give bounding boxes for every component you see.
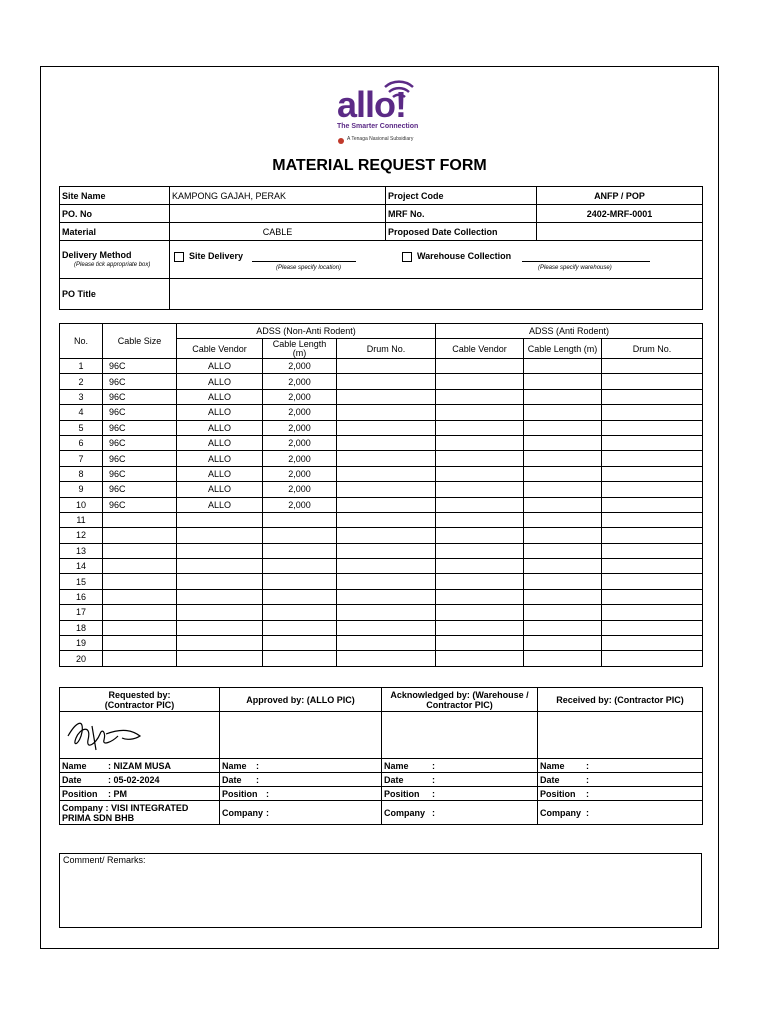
- acknowledged-by-sub: Contractor PIC): [426, 699, 493, 710]
- table-row: [60, 435, 703, 450]
- cable-size-header: Cable Size: [103, 324, 177, 359]
- row-anti-rodent-vendor[interactable]: [436, 574, 524, 589]
- received-by-header: Received by: (Contractor PIC): [538, 688, 703, 712]
- requester-company-cell[interactable]: [60, 801, 220, 825]
- row-drum-no[interactable]: [337, 359, 436, 374]
- row-cable-vendor[interactable]: ALLO: [177, 435, 263, 450]
- row-anti-rodent-vendor[interactable]: [436, 559, 524, 574]
- row-anti-rodent-vendor[interactable]: [436, 482, 524, 497]
- row-anti-rodent-drum-no[interactable]: [602, 359, 703, 374]
- row-anti-rodent-length[interactable]: [524, 466, 602, 481]
- row-cable-size[interactable]: 96C: [103, 497, 177, 512]
- row-anti-rodent-length[interactable]: [524, 512, 602, 527]
- row-anti-rodent-vendor[interactable]: [436, 420, 524, 435]
- warehouse-collection-option[interactable]: [402, 251, 650, 262]
- table-row: [60, 451, 703, 466]
- acknowledger-signature[interactable]: [382, 712, 538, 759]
- row-cable-vendor[interactable]: [177, 512, 263, 527]
- warehouse-collection-checkbox[interactable]: [402, 252, 412, 262]
- row-anti-rodent-vendor[interactable]: [436, 636, 524, 651]
- po-title-row: [60, 279, 703, 310]
- receiver-date-cell[interactable]: Date :: [538, 773, 703, 787]
- signature-header-row: [60, 688, 703, 712]
- row-anti-rodent-vendor[interactable]: [436, 466, 524, 481]
- row-cable-size[interactable]: [103, 543, 177, 558]
- row-anti-rodent-vendor[interactable]: [436, 451, 524, 466]
- remarks-box[interactable]: [59, 853, 702, 928]
- row-no: 13: [60, 543, 103, 558]
- row-anti-rodent-length[interactable]: [524, 543, 602, 558]
- row-anti-rodent-drum-no[interactable]: [602, 374, 703, 389]
- row-no: 17: [60, 605, 103, 620]
- site-delivery-option[interactable]: [174, 251, 356, 262]
- requester-name[interactable]: : NIZAM MUSA: [108, 760, 171, 771]
- row-drum-no[interactable]: [337, 574, 436, 589]
- row-anti-rodent-length[interactable]: [524, 559, 602, 574]
- proposed-date-label: Proposed Date Collection: [386, 223, 537, 241]
- table-row: [60, 512, 703, 527]
- position-label: Position: [384, 788, 420, 799]
- row-drum-no[interactable]: [337, 497, 436, 512]
- row-cable-length[interactable]: [263, 620, 337, 635]
- row-drum-no[interactable]: [337, 389, 436, 404]
- table-row: [60, 589, 703, 604]
- site-delivery-note: (Please specify location): [276, 265, 342, 271]
- table-row: [60, 374, 703, 389]
- requester-company-line1: Company : VISI INTEGRATED: [62, 802, 189, 813]
- position-label: Position: [222, 788, 258, 799]
- row-anti-rodent-drum-no[interactable]: [602, 497, 703, 512]
- row-anti-rodent-drum-no[interactable]: [602, 605, 703, 620]
- name-label: Name: [384, 760, 409, 771]
- approved-by-header: Approved by: (ALLO PIC): [220, 688, 382, 712]
- row-cable-vendor[interactable]: ALLO: [177, 359, 263, 374]
- row-cable-length[interactable]: [263, 589, 337, 604]
- row-anti-rodent-vendor[interactable]: [436, 497, 524, 512]
- row-no: 7: [60, 451, 103, 466]
- position-row: [60, 787, 703, 801]
- receiver-position-cell[interactable]: Position :: [538, 787, 703, 801]
- row-anti-rodent-drum-no[interactable]: [602, 405, 703, 420]
- row-anti-rodent-length[interactable]: [524, 651, 602, 666]
- delivery-method-label: Delivery Method: [62, 249, 132, 260]
- row-anti-rodent-length[interactable]: [524, 389, 602, 404]
- material-label: Material: [60, 223, 170, 241]
- date-label: Date: [222, 774, 242, 785]
- table-row: [60, 605, 703, 620]
- row-cable-vendor[interactable]: ALLO: [177, 405, 263, 420]
- row-anti-rodent-length[interactable]: [524, 420, 602, 435]
- row-no: 15: [60, 574, 103, 589]
- row-cable-size[interactable]: 96C: [103, 482, 177, 497]
- position-label: Position: [62, 788, 98, 799]
- row-no: 19: [60, 636, 103, 651]
- approver-position-cell[interactable]: Position :: [220, 787, 382, 801]
- table-row: [60, 482, 703, 497]
- row-anti-rodent-drum-no[interactable]: [602, 420, 703, 435]
- po-title-label: PO Title: [60, 279, 170, 310]
- row-cable-size[interactable]: 96C: [103, 420, 177, 435]
- date-row: [60, 773, 703, 787]
- row-no: 1: [60, 359, 103, 374]
- drum-no-header: Drum No.: [602, 339, 703, 359]
- row-anti-rodent-vendor[interactable]: [436, 512, 524, 527]
- row-cable-length[interactable]: 2,000: [263, 482, 337, 497]
- header-row: [60, 223, 703, 241]
- header-row: [60, 187, 703, 205]
- row-anti-rodent-vendor[interactable]: [436, 435, 524, 450]
- row-drum-no[interactable]: [337, 512, 436, 527]
- row-anti-rodent-drum-no[interactable]: [602, 589, 703, 604]
- allo-logo: [337, 75, 425, 147]
- row-anti-rodent-drum-no[interactable]: [602, 435, 703, 450]
- row-cable-vendor[interactable]: ALLO: [177, 451, 263, 466]
- table-row: [60, 620, 703, 635]
- row-no: 14: [60, 559, 103, 574]
- row-anti-rodent-drum-no[interactable]: [602, 559, 703, 574]
- row-cable-size[interactable]: [103, 559, 177, 574]
- cable-vendor-header: Cable Vendor: [436, 339, 524, 359]
- company-label: Company: [540, 807, 582, 818]
- table-row: [60, 405, 703, 420]
- material-value[interactable]: CABLE: [170, 223, 386, 241]
- requested-by-label: Requested by:: [108, 689, 171, 700]
- row-anti-rodent-drum-no[interactable]: [602, 528, 703, 543]
- row-anti-rodent-vendor[interactable]: [436, 374, 524, 389]
- row-anti-rodent-length[interactable]: [524, 374, 602, 389]
- row-drum-no[interactable]: [337, 559, 436, 574]
- signature-area-row: [60, 712, 703, 759]
- row-cable-vendor[interactable]: [177, 651, 263, 666]
- row-anti-rodent-drum-no[interactable]: [602, 543, 703, 558]
- row-drum-no[interactable]: [337, 435, 436, 450]
- row-no: 5: [60, 420, 103, 435]
- row-anti-rodent-length[interactable]: [524, 405, 602, 420]
- row-cable-length[interactable]: 2,000: [263, 435, 337, 450]
- cable-length-header: Cable Length (m): [263, 339, 337, 359]
- row-anti-rodent-drum-no[interactable]: [602, 620, 703, 635]
- row-cable-vendor[interactable]: [177, 636, 263, 651]
- requested-by-sub: (Contractor PIC): [104, 699, 175, 710]
- signature-table: [59, 687, 703, 825]
- row-anti-rodent-length[interactable]: [524, 605, 602, 620]
- row-cable-size[interactable]: 96C: [103, 389, 177, 404]
- row-anti-rodent-vendor[interactable]: [436, 389, 524, 404]
- table-row: [60, 389, 703, 404]
- form-page: [40, 66, 719, 949]
- row-anti-rodent-drum-no[interactable]: [602, 512, 703, 527]
- approver-company-cell[interactable]: Company :: [220, 801, 382, 825]
- non-anti-rodent-header: ADSS (Non-Anti Rodent): [177, 324, 436, 339]
- row-cable-vendor[interactable]: [177, 589, 263, 604]
- row-anti-rodent-vendor[interactable]: [436, 589, 524, 604]
- anti-rodent-header: ADSS (Anti Rodent): [436, 324, 703, 339]
- row-cable-length[interactable]: 2,000: [263, 420, 337, 435]
- row-cable-length[interactable]: [263, 528, 337, 543]
- row-cable-length[interactable]: [263, 636, 337, 651]
- row-anti-rodent-vendor[interactable]: [436, 543, 524, 558]
- date-label: Date: [62, 774, 82, 785]
- position-label: Position: [540, 788, 576, 799]
- receiver-name-cell[interactable]: Name :: [538, 759, 703, 773]
- row-no: 2: [60, 374, 103, 389]
- remarks-label: Comment/ Remarks:: [63, 855, 146, 865]
- row-drum-no[interactable]: [337, 636, 436, 651]
- receiver-company-cell[interactable]: Company :: [538, 801, 703, 825]
- row-cable-length[interactable]: 2,000: [263, 451, 337, 466]
- table-row: [60, 528, 703, 543]
- row-cable-vendor[interactable]: ALLO: [177, 374, 263, 389]
- row-cable-length[interactable]: 2,000: [263, 389, 337, 404]
- row-anti-rodent-length[interactable]: [524, 636, 602, 651]
- site-delivery-label: Site Delivery: [189, 251, 244, 261]
- name-label: Name: [222, 760, 247, 771]
- row-no: 10: [60, 497, 103, 512]
- table-row: [60, 497, 703, 512]
- row-cable-length[interactable]: [263, 651, 337, 666]
- row-cable-size[interactable]: [103, 620, 177, 635]
- company-row: [60, 801, 703, 825]
- page-title: MATERIAL REQUEST FORM: [272, 157, 487, 174]
- requested-by-header: [60, 688, 220, 712]
- row-anti-rodent-length[interactable]: [524, 528, 602, 543]
- row-cable-size[interactable]: [103, 589, 177, 604]
- row-no: 18: [60, 620, 103, 635]
- row-drum-no[interactable]: [337, 620, 436, 635]
- row-cable-vendor[interactable]: ALLO: [177, 466, 263, 481]
- date-label: Date: [384, 774, 404, 785]
- acknowledger-date-cell[interactable]: Date :: [382, 773, 538, 787]
- row-cable-size[interactable]: [103, 528, 177, 543]
- row-cable-length[interactable]: [263, 605, 337, 620]
- site-name-value[interactable]: KAMPONG GAJAH, PERAK: [170, 187, 386, 205]
- row-anti-rodent-length[interactable]: [524, 574, 602, 589]
- company-label: Company: [222, 807, 264, 818]
- no-header: No.: [60, 324, 103, 359]
- row-no: 12: [60, 528, 103, 543]
- brand-name: allo!: [337, 84, 407, 125]
- requester-position[interactable]: : PM: [108, 788, 127, 799]
- row-no: 4: [60, 405, 103, 420]
- table-row: [60, 651, 703, 666]
- warehouse-input[interactable]: [522, 261, 650, 262]
- row-cable-length[interactable]: [263, 512, 337, 527]
- header-row: [60, 205, 703, 223]
- row-cable-length[interactable]: [263, 574, 337, 589]
- row-cable-vendor[interactable]: ALLO: [177, 482, 263, 497]
- row-anti-rodent-vendor[interactable]: [436, 405, 524, 420]
- table-row: [60, 574, 703, 589]
- row-cable-size[interactable]: [103, 636, 177, 651]
- row-drum-no[interactable]: [337, 543, 436, 558]
- warehouse-note: (Please specify warehouse): [538, 265, 612, 271]
- row-cable-length[interactable]: 2,000: [263, 405, 337, 420]
- po-no-value[interactable]: [170, 205, 386, 223]
- row-no: 3: [60, 389, 103, 404]
- company-label: Company: [384, 807, 426, 818]
- table-row: [60, 636, 703, 651]
- row-no: 8: [60, 466, 103, 481]
- row-cable-size[interactable]: [103, 605, 177, 620]
- row-drum-no[interactable]: [337, 420, 436, 435]
- delivery-method-note: (Please tick appropriate box): [74, 261, 151, 268]
- requester-name-cell: [60, 759, 220, 773]
- warehouse-collection-label: Warehouse Collection: [417, 251, 512, 261]
- acknowledged-by-header: [382, 688, 538, 712]
- row-cable-size[interactable]: 96C: [103, 466, 177, 481]
- row-anti-rodent-length[interactable]: [524, 620, 602, 635]
- po-title-value[interactable]: [170, 279, 703, 310]
- row-cable-size[interactable]: [103, 574, 177, 589]
- row-cable-size[interactable]: 96C: [103, 374, 177, 389]
- site-delivery-location-input[interactable]: [252, 261, 356, 262]
- row-anti-rodent-length[interactable]: [524, 435, 602, 450]
- project-code-value[interactable]: ANFP / POP: [537, 187, 703, 205]
- row-no: 11: [60, 512, 103, 527]
- delivery-row: [60, 241, 703, 279]
- item-rows: [60, 359, 703, 667]
- header-info-table: [59, 186, 703, 310]
- name-label: Name: [62, 760, 87, 771]
- date-label: Date: [540, 774, 560, 785]
- table-row: [60, 559, 703, 574]
- requester-signature[interactable]: [60, 712, 220, 759]
- row-anti-rodent-drum-no[interactable]: [602, 389, 703, 404]
- approver-signature[interactable]: [220, 712, 382, 759]
- requester-date-cell: [60, 773, 220, 787]
- acknowledged-by-label: Acknowledged by: (Warehouse /: [390, 689, 529, 700]
- brand-subsidiary: A Tenaga Nasional Subsidiary: [347, 136, 414, 142]
- row-anti-rodent-vendor[interactable]: [436, 528, 524, 543]
- row-cable-size[interactable]: 96C: [103, 405, 177, 420]
- drum-no-header: Drum No.: [337, 339, 436, 359]
- site-name-label: Site Name: [60, 187, 170, 205]
- row-cable-length[interactable]: [263, 559, 337, 574]
- row-anti-rodent-drum-no[interactable]: [602, 651, 703, 666]
- delivery-options-cell: [170, 241, 703, 279]
- row-cable-vendor[interactable]: [177, 620, 263, 635]
- acknowledger-company-cell[interactable]: Company :: [382, 801, 538, 825]
- mrf-no-value[interactable]: 2402-MRF-0001: [537, 205, 703, 223]
- items-table: [59, 323, 703, 667]
- row-no: 6: [60, 435, 103, 450]
- row-anti-rodent-drum-no[interactable]: [602, 451, 703, 466]
- row-cable-size[interactable]: 96C: [103, 435, 177, 450]
- receiver-signature[interactable]: [538, 712, 703, 759]
- row-no: 20: [60, 651, 103, 666]
- row-anti-rodent-length[interactable]: [524, 451, 602, 466]
- row-cable-size[interactable]: 96C: [103, 451, 177, 466]
- table-row: [60, 543, 703, 558]
- row-cable-vendor[interactable]: [177, 559, 263, 574]
- requester-date[interactable]: : 05-02-2024: [108, 774, 160, 785]
- row-anti-rodent-vendor[interactable]: [436, 605, 524, 620]
- row-drum-no[interactable]: [337, 466, 436, 481]
- row-anti-rodent-drum-no[interactable]: [602, 466, 703, 481]
- row-drum-no[interactable]: [337, 651, 436, 666]
- row-cable-length[interactable]: 2,000: [263, 359, 337, 374]
- po-no-label: PO. No: [60, 205, 170, 223]
- requester-position-cell: [60, 787, 220, 801]
- row-drum-no[interactable]: [337, 374, 436, 389]
- row-anti-rodent-length[interactable]: [524, 497, 602, 512]
- row-cable-vendor[interactable]: [177, 605, 263, 620]
- row-drum-no[interactable]: [337, 528, 436, 543]
- name-row: [60, 759, 703, 773]
- row-anti-rodent-vendor[interactable]: [436, 620, 524, 635]
- row-cable-length[interactable]: 2,000: [263, 374, 337, 389]
- table-row: [60, 466, 703, 481]
- row-cable-vendor[interactable]: [177, 543, 263, 558]
- brand-tagline: The Smarter Connection: [337, 123, 419, 130]
- row-cable-vendor[interactable]: [177, 574, 263, 589]
- row-drum-no[interactable]: [337, 451, 436, 466]
- cable-vendor-header: Cable Vendor: [177, 339, 263, 359]
- row-drum-no[interactable]: [337, 482, 436, 497]
- row-cable-length[interactable]: [263, 543, 337, 558]
- row-cable-length[interactable]: 2,000: [263, 466, 337, 481]
- name-label: Name: [540, 760, 565, 771]
- row-anti-rodent-length[interactable]: [524, 482, 602, 497]
- cable-length-header: Cable Length (m): [524, 339, 602, 359]
- acknowledger-position-cell[interactable]: Position :: [382, 787, 538, 801]
- table-row: [60, 420, 703, 435]
- row-anti-rodent-drum-no[interactable]: [602, 636, 703, 651]
- table-row: [60, 359, 703, 374]
- row-cable-vendor[interactable]: [177, 528, 263, 543]
- handwritten-signature: [62, 714, 162, 754]
- row-no: 9: [60, 482, 103, 497]
- approver-date-cell[interactable]: Date :: [220, 773, 382, 787]
- acknowledger-name-cell[interactable]: Name :: [382, 759, 538, 773]
- row-anti-rodent-vendor[interactable]: [436, 359, 524, 374]
- row-cable-vendor[interactable]: ALLO: [177, 389, 263, 404]
- row-cable-length[interactable]: 2,000: [263, 497, 337, 512]
- site-delivery-checkbox[interactable]: [174, 252, 184, 262]
- row-no: 16: [60, 589, 103, 604]
- requester-company-line2: PRIMA SDN BHB: [62, 812, 135, 823]
- row-anti-rodent-vendor[interactable]: [436, 651, 524, 666]
- row-cable-vendor[interactable]: ALLO: [177, 420, 263, 435]
- row-drum-no[interactable]: [337, 589, 436, 604]
- row-anti-rodent-length[interactable]: [524, 589, 602, 604]
- row-cable-vendor[interactable]: ALLO: [177, 497, 263, 512]
- items-header-row: [60, 324, 703, 339]
- row-anti-rodent-drum-no[interactable]: [602, 482, 703, 497]
- row-cable-size[interactable]: 96C: [103, 359, 177, 374]
- row-anti-rodent-drum-no[interactable]: [602, 574, 703, 589]
- row-cable-size[interactable]: [103, 651, 177, 666]
- row-anti-rodent-length[interactable]: [524, 359, 602, 374]
- mrf-no-label: MRF No.: [386, 205, 537, 223]
- approver-name-cell[interactable]: Name :: [220, 759, 382, 773]
- row-drum-no[interactable]: [337, 405, 436, 420]
- row-cable-size[interactable]: [103, 512, 177, 527]
- project-code-label: Project Code: [386, 187, 537, 205]
- delivery-method-cell: [60, 241, 170, 279]
- proposed-date-value[interactable]: [537, 223, 703, 241]
- row-drum-no[interactable]: [337, 605, 436, 620]
